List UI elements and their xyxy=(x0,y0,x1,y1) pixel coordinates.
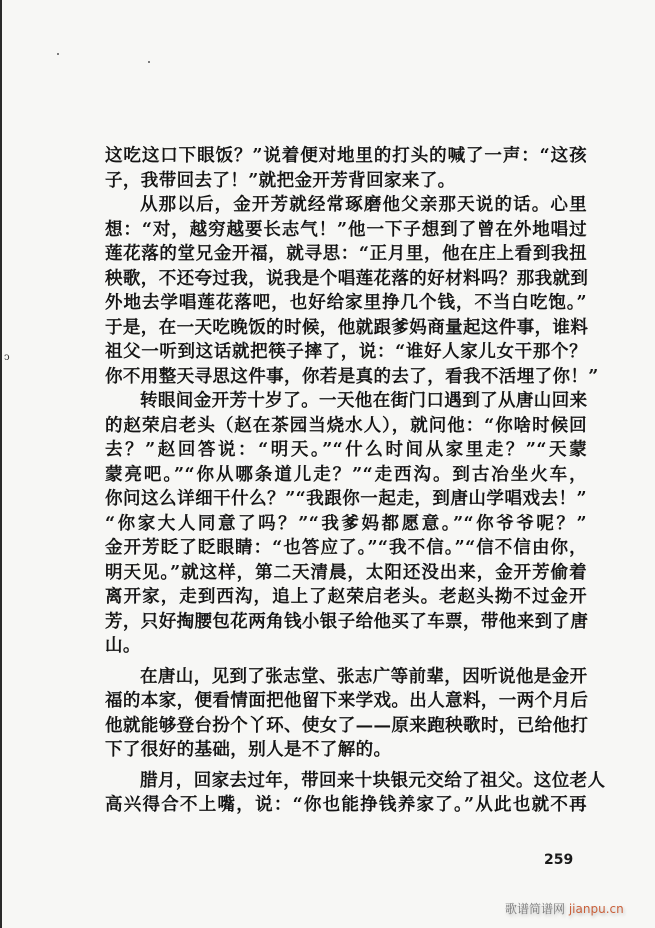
page-number: 259 xyxy=(544,852,574,868)
text-line: “你家大人同意了吗？”“我爹妈都愿意。”“你爷爷呢？” xyxy=(105,513,587,534)
watermark-name: 歌谱简谱网 xyxy=(505,902,566,916)
page-edge xyxy=(0,0,2,928)
text-line: 高兴得合不上嘴，说：“你也能挣钱养家了。”从此也就不再 xyxy=(105,795,587,815)
body-text xyxy=(105,144,606,818)
text-line: 从那以后，金开芳就经常琢磨他父亲那天说的话。心里 xyxy=(140,195,587,215)
text-line: 你不用整天寻思这件事，你若是真的去了，看我不活埋了你！” xyxy=(105,366,599,387)
text-line: 的赵荣启老头（赵在茶园当烧水人），就问他：“你啥时候回 xyxy=(105,415,587,436)
text-line: 明天见。”就这样，第二天清晨，太阳还没出来，金开芳偷着 xyxy=(105,562,587,583)
text-line: 想：“对，越穷越要长志气！”他一下子想到了曾在外地唱过 xyxy=(105,219,587,240)
text-line: 他就能够登台扮个丫环、使女了——原来跑秧歌时，已给他打 xyxy=(105,715,589,736)
paragraph xyxy=(105,389,587,659)
watermark-url: jianpu.cn xyxy=(568,902,624,916)
text-line: 去？”赵回答说：“明天。”“什么时间从家里走？”“天蒙 xyxy=(105,440,587,460)
text-line: 这吃这口下眼饭？”说着便对地里的打头的喊了一声：“这孩 xyxy=(105,146,587,166)
paragraph xyxy=(105,769,606,818)
text-line: 福的本家，便看情面把他留下来学戏。出人意料，一两个月后 xyxy=(105,691,589,711)
text-line: 离开家，走到西沟，追上了赵荣启老头。老赵头拗不过金开 xyxy=(105,587,587,607)
text-line: 于是，在一天吃晚饭的时候，他就跟爹妈商量起这件事，谁料 xyxy=(105,317,589,338)
paragraph xyxy=(105,144,587,193)
text-line: 莲花落的堂兄金开福，就寻思：“正月里，他在庄上看到我扭 xyxy=(105,244,587,264)
text-line: 子，我带回去了！”就把金开芳背回家来了。 xyxy=(105,170,456,191)
watermark xyxy=(505,900,624,917)
scan-speck xyxy=(57,53,59,55)
text-line: 祖父一听到这话就把筷子摔了，说：“谁好人家儿女干那个？ xyxy=(105,342,587,362)
text-line: 转眼间金开芳十岁了。一天他在街门口遇到了从唐山回来 xyxy=(140,391,588,411)
paragraph xyxy=(105,665,587,763)
text-line: 芳，只好掏腰包花两角钱小银子给他买了车票，带他来到了唐 xyxy=(105,611,589,632)
text-line: 秧歌，不还夸过我，说我是个唱莲花落的好材料吗？那我就到 xyxy=(105,268,589,289)
text-line: 山。 xyxy=(105,636,141,656)
paragraph xyxy=(105,193,599,389)
text-line: 腊月，回家去过年，带回来十块银元交给了祖父。这位老人 xyxy=(140,770,606,791)
text-line: 金开芳眨了眨眼睛：“也答应了。”“我不信。”“信不信由你， xyxy=(105,538,587,558)
text-line: 外地去学唱莲花落吧，也好给家里挣几个钱，不当白吃饱。” xyxy=(105,293,587,313)
text-line: 下了很好的基础，别人是不了解的。 xyxy=(105,740,392,760)
text-line: 蒙亮吧。”“你从哪条道儿走？”“走西沟。到古冶坐火车， xyxy=(105,464,587,485)
margin-mark: ↄ xyxy=(4,352,10,363)
text-line: 在唐山，见到了张志堂、张志广等前辈，因听说他是金开 xyxy=(140,666,588,687)
scan-speck xyxy=(148,61,150,63)
text-line: 你问这么详细干什么？”“我跟你一起走，到唐山学唱戏去！” xyxy=(105,489,587,509)
